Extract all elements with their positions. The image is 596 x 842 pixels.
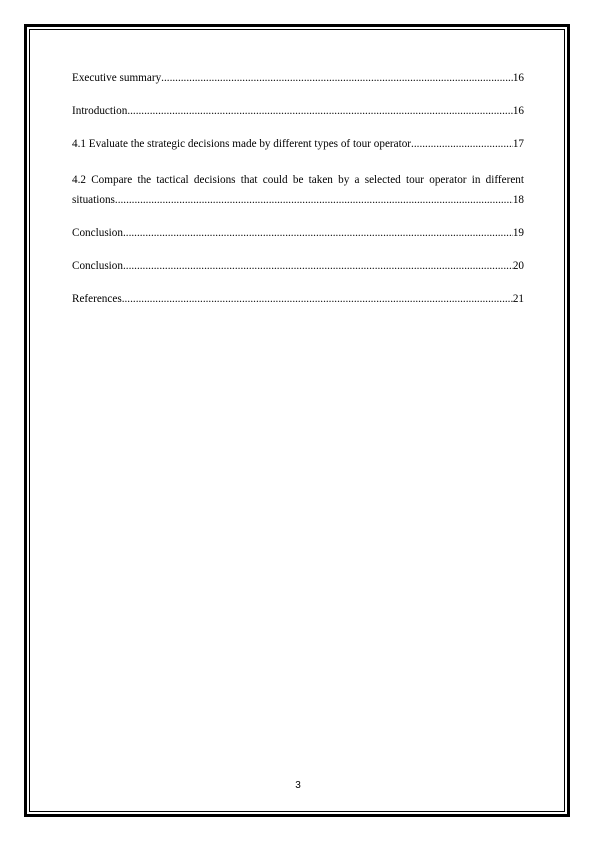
toc-entry-title: Conclusion	[72, 260, 123, 272]
toc-entry-page: 19	[512, 227, 524, 239]
toc-leader-dots	[123, 258, 513, 275]
toc-leader-dots	[161, 70, 513, 87]
toc-entry-title: situations	[72, 194, 115, 206]
toc-entry-title-first-line: 4.2 Compare the tactical decisions that could be taken by a selected tour operator in different	[72, 174, 524, 186]
toc-entry-references[interactable]	[72, 291, 524, 308]
toc-entry-4-2[interactable]	[72, 169, 524, 209]
toc-entry-page: 20	[512, 260, 524, 272]
toc-entry-page: 16	[512, 105, 524, 117]
table-of-contents	[72, 70, 524, 324]
toc-leader-dots	[411, 136, 513, 153]
toc-entry-conclusion-2[interactable]	[72, 258, 524, 275]
toc-entry-executive-summary[interactable]	[72, 70, 524, 87]
toc-entry-title: References	[72, 293, 122, 305]
toc-leader-dots	[115, 192, 513, 209]
toc-entry-page: 18	[512, 194, 524, 206]
toc-entry-title: Introduction	[72, 105, 128, 117]
toc-entry-conclusion[interactable]	[72, 225, 524, 242]
toc-leader-dots	[123, 225, 513, 242]
toc-entry-title: Executive summary	[72, 72, 162, 84]
toc-entry-title: Conclusion	[72, 227, 123, 239]
toc-leader-dots	[127, 103, 513, 120]
toc-entry-4-1[interactable]	[72, 136, 524, 153]
toc-entry-title: 4.1 Evaluate the strategic decisions made by different types of tour operator	[72, 138, 412, 150]
toc-entry-page: 17	[512, 138, 524, 150]
toc-entry-page: 21	[512, 293, 524, 305]
toc-leader-dots	[122, 291, 513, 308]
page-number: 3	[295, 780, 301, 791]
toc-entry-introduction[interactable]	[72, 103, 524, 120]
toc-entry-page: 16	[512, 72, 524, 84]
